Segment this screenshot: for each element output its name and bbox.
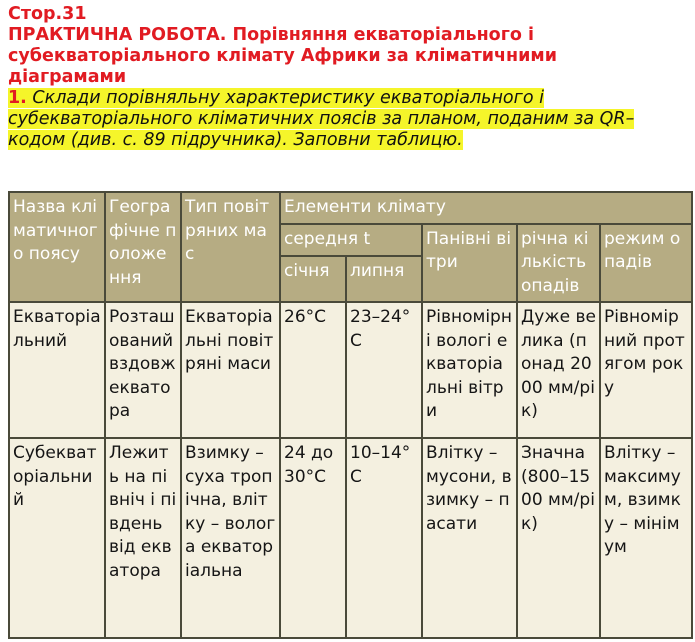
task-line-1 (8, 88, 688, 109)
cell-january-temp: 24 до 30°C (280, 438, 346, 638)
cell-winds: Рівномірні вологі екваторіальні вітри (422, 302, 517, 438)
task-line-2 (8, 109, 688, 130)
cell-air-mass: Екваторіальні повітряні маси (181, 302, 280, 438)
task-number: 1. (8, 88, 27, 108)
task-line-3 (8, 130, 688, 151)
header-climate-zone-name: Назва кліматичного поясу (9, 192, 105, 302)
cell-regime: Влітку – максимум, взимку – мінімум (600, 438, 692, 638)
table-row (9, 302, 692, 438)
practical-title-line-1: ПРАКТИЧНА РОБОТА. Порівняння екваторіального і (8, 25, 534, 45)
practical-title-line-3: діаграмами (8, 67, 127, 87)
page-header (8, 4, 688, 151)
cell-zone-name: Екваторіальний (9, 302, 105, 438)
cell-july-temp: 10–14°C (346, 438, 422, 638)
header-location: Географічне положення (105, 192, 181, 302)
cell-air-mass: Взимку – суха тропічна, влітку – волога екваторіальна (181, 438, 280, 638)
header-precipitation-regime: режим опадів (600, 224, 692, 303)
cell-location: Лежить на північ і південь від екватора (105, 438, 181, 638)
cell-location: Розташований вздовж екватора (105, 302, 181, 438)
header-mean-temperature: середня t (280, 224, 422, 256)
practical-title-line-2: субекваторіального клімату Африки за кліматичними (8, 46, 557, 66)
page-number: Стор.31 (8, 4, 87, 24)
cell-january-temp: 26°C (280, 302, 346, 438)
climate-comparison-table (8, 191, 693, 639)
table-row (9, 438, 692, 638)
task-text-3: кодом (див. с. 89 підручника). Заповни таблицю. (8, 130, 463, 150)
cell-july-temp: 23–24°C (346, 302, 422, 438)
header-prevailing-winds: Панівні вітри (422, 224, 517, 303)
task-text-2: субекваторіального кліматичних поясів за планом, поданим за QR– (8, 109, 635, 129)
cell-regime: Рівномірний протягом року (600, 302, 692, 438)
header-january: січня (280, 256, 346, 302)
cell-precipitation: Дуже велика (понад 2000 мм/рік) (517, 302, 600, 438)
task-text-1: Склади порівняльну характеристику екваторіального і (32, 88, 544, 108)
cell-precipitation: Значна (800–1500 мм/рік) (517, 438, 600, 638)
cell-zone-name: Субекваторіальний (9, 438, 105, 638)
header-air-mass-type: Тип повітряних мас (181, 192, 280, 302)
cell-winds: Влітку – мусони, взимку – пасати (422, 438, 517, 638)
header-climate-elements: Елементи клімату (280, 192, 692, 224)
header-july: липня (346, 256, 422, 302)
header-annual-precipitation: річна кількість опадів (517, 224, 600, 303)
